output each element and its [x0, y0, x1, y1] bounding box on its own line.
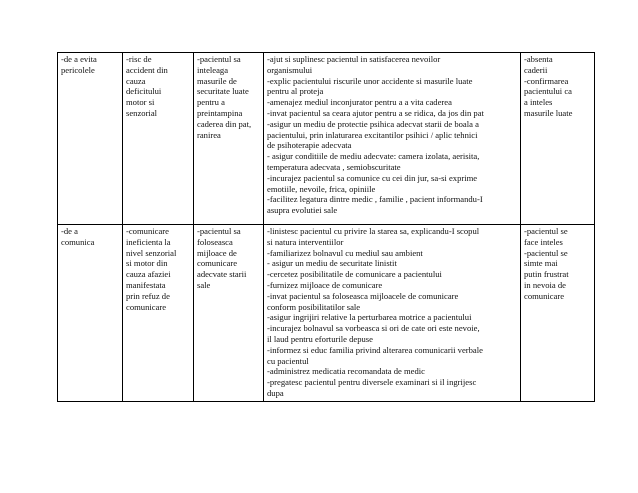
cell-text-line: masurile de	[197, 75, 237, 86]
cell-text-line: foloseasca	[197, 236, 233, 247]
cell-text-line: de psihoterapie adecvata	[267, 140, 352, 151]
cell-text-line: face inteles	[524, 236, 563, 247]
cell-text-line: - asigur un mediu de securitate linistit	[267, 258, 397, 269]
diagnostic-cell	[58, 225, 123, 402]
cell-text-line: -cercetez posibilitatile de comunicare a pacientului	[267, 269, 442, 280]
cell-text-line: masurile luate	[524, 107, 573, 118]
evaluation-cell	[521, 225, 595, 402]
cell-text-line: pentru al proteja	[267, 86, 324, 97]
cell-text-line: -incurajez bolnavul sa vorbeasca si ori de cate ori este nevoie,	[267, 323, 480, 334]
cell-text-line: -comunicare	[126, 226, 169, 236]
cell-text-line: si natura interventiilor	[267, 236, 344, 247]
cell-text-line: cu pacientul	[267, 355, 309, 366]
cell-text-line: -de a	[61, 226, 78, 236]
cell-text-line: - asigur conditiile de mediu adecvate: camera izolata, aerisita,	[267, 151, 480, 162]
objectives-cell	[194, 225, 264, 402]
cell-text-line: comunicare	[197, 258, 238, 269]
cell-text-line: -ajut si suplinesc pacientul in satisfacerea nevoilor	[267, 54, 441, 64]
cell-text-line: dupa	[267, 387, 284, 398]
cell-text-line: -facilitez legatura dintre medic , familie , pacient informandu-I	[267, 194, 483, 205]
cell-text-line: -invat pacientul sa ceara ajutor pentru a se ridica, da jos din pat	[267, 107, 484, 118]
cell-text-line: putin frustrat	[524, 269, 569, 280]
interventions-cell	[264, 53, 521, 225]
cell-text-line: deficitului	[126, 86, 162, 97]
cell-text-line: -linistesc pacientul cu privire la starea sa, explicandu-I scopul	[267, 226, 480, 236]
cell-text-line: -incurajez pacientul sa comunice cu cei din jur, sa-si exprime	[267, 172, 478, 183]
cell-text-line: -pacientul sa	[197, 54, 241, 64]
cell-text-line: motor si	[126, 97, 155, 108]
cell-text-line: a inteles	[524, 97, 553, 108]
cell-text-line: -risc de	[126, 54, 152, 64]
cell-text-line: -pacientul se	[524, 226, 568, 236]
cell-text-line: adecvate starii	[197, 269, 247, 280]
cell-text-line: -invat pacientul sa foloseasca mijloacele de comunicare	[267, 290, 459, 301]
cell-text-line: pacientului, prin inlaturarea excitantilor psihici / aplic tehnici	[267, 129, 478, 140]
cell-text-line: cauza afaziei	[126, 269, 171, 280]
cell-text-line: asupra evolutiei sale	[267, 205, 338, 216]
objectives-cell	[194, 53, 264, 225]
cell-text-line: sale	[197, 279, 211, 290]
cell-text-line: temperatura adecvata , semiobscuritate	[267, 161, 401, 172]
diagnostic-cell	[58, 53, 123, 225]
interventions-cell	[264, 225, 521, 402]
cell-text-line: prin refuz de	[126, 290, 170, 301]
cell-text-line: emotiile, nevoile, frica, opiniile	[267, 183, 376, 194]
cell-text-line: ranirea	[197, 129, 221, 140]
cell-text-line: comunicare	[126, 301, 167, 312]
cell-text-line: -furnizez mijloace de comunicare	[267, 279, 383, 290]
table-row	[58, 53, 595, 225]
cell-text-line: senzorial	[126, 107, 158, 118]
care-plan-table	[57, 52, 595, 402]
cell-text-line: in nevoia de	[524, 279, 566, 290]
cell-text-line: pericolele	[61, 64, 95, 75]
cell-text-line: mijloace de	[197, 247, 237, 258]
cell-text-line: caderea din pat,	[197, 118, 252, 129]
cell-text-line: accident din	[126, 64, 168, 75]
cell-text-line: il laud pentru eforturile depuse	[267, 333, 373, 344]
cell-text-line: pacientului ca	[524, 86, 572, 97]
cell-text-line: securitate luate	[197, 86, 249, 97]
cell-text-line: nivel senzorial	[126, 247, 177, 258]
cell-text-line: -amenajez mediul inconjurator pentru a a vita caderea	[267, 97, 452, 108]
cell-text-line: -explic pacientului riscurile unor accidente si masurile luate	[267, 75, 473, 86]
table-row	[58, 225, 595, 402]
cell-text-line: simte mai	[524, 258, 558, 269]
cell-text-line: conform posibilitatilor sale	[267, 301, 361, 312]
cell-text-line: comunicare	[524, 290, 565, 301]
cell-text-line: caderii	[524, 64, 548, 75]
cell-text-line: manifestata	[126, 279, 166, 290]
cell-text-line: -confirmarea	[524, 75, 569, 86]
cell-text-line: -informez si educ familia privind alterarea comunicarii verbale	[267, 344, 483, 355]
cell-text-line: -pacientul se	[524, 247, 568, 258]
cell-text-line: cauza	[126, 75, 146, 86]
evaluation-cell	[521, 53, 595, 225]
cell-text-line: ineficienta la	[126, 236, 171, 247]
cell-text-line: preintampina	[197, 107, 243, 118]
cell-text-line: -pacientul sa	[197, 226, 241, 236]
cause-cell	[123, 53, 194, 225]
cell-text-line: si motor din	[126, 258, 168, 269]
cell-text-line: -asigur ingrijiri relative la perturbarea motrice a pacientului	[267, 312, 472, 323]
cell-text-line: comunica	[61, 236, 95, 247]
cell-text-line: inteleaga	[197, 64, 229, 75]
cell-text-line: -absenta	[524, 54, 553, 64]
cell-text-line: -administrez medicatia recomandata de medic	[267, 366, 425, 377]
cause-cell	[123, 225, 194, 402]
cell-text-line: -familiarizez bolnavul cu mediul sau ambient	[267, 247, 423, 258]
cell-text-line: -asigur un mediu de protectie psihica adecvat starii de boala a	[267, 118, 479, 129]
cell-text-line: organismului	[267, 64, 313, 75]
cell-text-line: -de a evita	[61, 54, 97, 64]
cell-text-line: pentru a	[197, 97, 225, 108]
cell-text-line: -pregatesc pacientul pentru diversele examinari si il ingrijesc	[267, 377, 477, 388]
